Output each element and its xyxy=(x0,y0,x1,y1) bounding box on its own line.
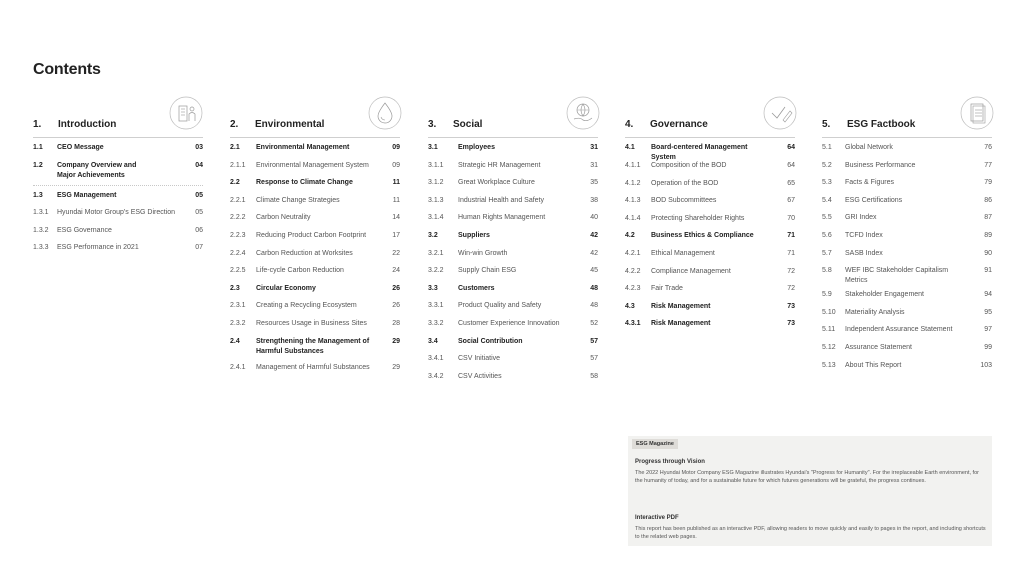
toc-entry[interactable]: 5.5 GRI Index 87 xyxy=(822,214,992,222)
toc-entry[interactable]: 4.2.2 Compliance Management 72 xyxy=(625,267,795,275)
toc-entry[interactable]: 3.1.1 Strategic HR Management 31 xyxy=(428,161,598,169)
toc-entry[interactable]: 2.2.5 Life-cycle Carbon Reduction 24 xyxy=(230,267,400,275)
divider xyxy=(428,137,598,138)
toc-entry[interactable]: 4.1.3 BOD Subcommittees 67 xyxy=(625,197,795,205)
divider xyxy=(33,185,203,186)
building-person-icon xyxy=(169,96,203,130)
toc-entry[interactable]: 2.3 Circular Economy 26 xyxy=(230,284,400,292)
toc-entry[interactable]: 2.1 Environmental Management 09 xyxy=(230,144,400,151)
checkmark-pen-icon xyxy=(763,96,797,130)
divider xyxy=(625,137,795,138)
toc-entry[interactable]: 4.1.1 Composition of the BOD 64 xyxy=(625,162,795,169)
toc-entry[interactable]: 3.4.1 CSV Initiative 57 xyxy=(428,355,598,363)
toc-entry[interactable]: 2.2.2 Carbon Neutrality 14 xyxy=(230,214,400,222)
toc-entry[interactable]: 3.1.4 Human Rights Management 40 xyxy=(428,214,598,222)
section-label: Social xyxy=(453,119,483,130)
section-heading[interactable] xyxy=(822,119,915,130)
toc-entry[interactable]: 4.2.3 Fair Trade 72 xyxy=(625,285,795,293)
page-title: Contents xyxy=(33,61,101,78)
toc-entry[interactable]: 5.8 WEF IBC Stakeholder Capitalism Metrics 91 xyxy=(822,267,992,285)
toc-entry[interactable]: 3.4 Social Contribution 57 xyxy=(428,337,598,345)
section-heading[interactable] xyxy=(33,119,116,130)
toc-entry[interactable]: 4.3 Risk Management 73 xyxy=(625,302,795,310)
toc-entry[interactable]: 2.3.2 Resources Usage in Business Sites 28 xyxy=(230,319,400,327)
toc-entry[interactable]: 5.1 Global Network 76 xyxy=(822,144,992,151)
note-body: The 2022 Hyundai Motor Company ESG Magazine illustrates Hyundai's "Progress for Humanity". For the irreplaceable Earth environment, for the humanity of today, and for a sustainable future for which futures generations will be grateful, the progress continues. xyxy=(635,470,979,484)
divider xyxy=(822,137,992,138)
toc-entry[interactable]: 5.12 Assurance Statement 99 xyxy=(822,343,992,351)
toc-entry[interactable]: 5.11 Independent Assurance Statement 97 xyxy=(822,326,992,334)
toc-entry[interactable]: 5.2 Business Performance 77 xyxy=(822,161,992,169)
toc-entry[interactable]: 5.7 SASB Index 90 xyxy=(822,249,992,257)
divider xyxy=(230,137,400,138)
toc-entry[interactable]: 5.13 About This Report 103 xyxy=(822,361,992,369)
toc-entry[interactable]: 3.1 Employees 31 xyxy=(428,144,598,151)
esg-magazine-note[interactable] xyxy=(635,458,987,485)
toc-entry[interactable]: 1.2 Company Overview and Major Achievements 04 xyxy=(33,161,203,179)
toc-entry[interactable]: 1.3.2 ESG Governance 06 xyxy=(33,226,203,234)
toc-entry[interactable]: 1.3 ESG Management 05 xyxy=(33,191,203,199)
toc-entry[interactable]: 3.3.2 Customer Experience Innovation 52 xyxy=(428,319,598,327)
toc-entry[interactable]: 4.2.1 Ethical Management 71 xyxy=(625,249,795,257)
toc-entry[interactable]: 2.3.1 Creating a Recycling Ecosystem 26 xyxy=(230,302,400,310)
toc-entry[interactable]: 2.1.1 Environmental Management System 09 xyxy=(230,161,400,169)
interactive-pdf-note[interactable] xyxy=(635,514,987,541)
toc-entry[interactable]: 5.3 Facts & Figures 79 xyxy=(822,179,992,187)
toc-entry[interactable]: 4.2 Business Ethics & Compliance 71 xyxy=(625,232,795,240)
toc-entry[interactable]: 2.2.3 Reducing Product Carbon Footprint 17 xyxy=(230,231,400,239)
section-heading[interactable] xyxy=(625,119,708,130)
toc-entry[interactable]: 1.1 CEO Message 03 xyxy=(33,144,203,151)
globe-hand-icon xyxy=(566,96,600,130)
section-number: 3. xyxy=(428,119,437,130)
toc-entry[interactable]: 3.1.2 Great Workplace Culture 35 xyxy=(428,179,598,187)
document-list-icon xyxy=(960,96,994,130)
note-heading: Interactive PDF xyxy=(635,515,679,521)
toc-entry[interactable]: 2.2.4 Carbon Reduction at Worksites 22 xyxy=(230,249,400,257)
toc-entry[interactable]: 2.2.1 Climate Change Strategies 11 xyxy=(230,196,400,204)
toc-entry[interactable]: 2.4 Strengthening the Management of Harmful Substances 29 xyxy=(230,337,400,355)
divider xyxy=(33,137,203,138)
toc-entry[interactable]: 5.4 ESG Certifications 86 xyxy=(822,196,992,204)
water-drop-icon xyxy=(368,96,402,130)
section-label: ESG Factbook xyxy=(847,119,916,130)
section-heading[interactable] xyxy=(230,119,324,130)
section-number: 1. xyxy=(33,119,42,130)
section-number: 5. xyxy=(822,119,831,130)
toc-entry[interactable]: 3.4.2 CSV Activities 58 xyxy=(428,372,598,380)
toc-entry[interactable]: 5.6 TCFD Index 89 xyxy=(822,231,992,239)
toc-entry[interactable]: 3.2.2 Supply Chain ESG 45 xyxy=(428,267,598,275)
toc-entry[interactable]: 4.1.2 Operation of the BOD 65 xyxy=(625,179,795,187)
toc-entry[interactable]: 2.4.1 Management of Harmful Substances 29 xyxy=(230,363,400,371)
section-heading[interactable] xyxy=(428,119,482,130)
toc-entry[interactable]: 1.3.3 ESG Performance in 2021 07 xyxy=(33,244,203,252)
toc-entry[interactable]: 5.10 Materiality Analysis 95 xyxy=(822,308,992,316)
toc-entry[interactable]: 4.1 Board-centered Management System 64 xyxy=(625,144,795,161)
toc-entry[interactable]: 3.3.1 Product Quality and Safety 48 xyxy=(428,302,598,310)
toc-entry[interactable]: 3.1.3 Industrial Health and Safety 38 xyxy=(428,196,598,204)
section-number: 4. xyxy=(625,119,634,130)
toc-entry[interactable]: 3.2.1 Win-win Growth 42 xyxy=(428,249,598,257)
toc-entry[interactable]: 1.3.1 Hyundai Motor Group's ESG Direction 05 xyxy=(33,209,203,217)
note-heading: Progress through Vision xyxy=(635,459,705,465)
toc-entry[interactable]: 2.2 Response to Climate Change 11 xyxy=(230,179,400,187)
toc-entry[interactable]: 4.3.1 Risk Management 73 xyxy=(625,320,795,328)
section-number: 2. xyxy=(230,119,239,130)
section-label: Environmental xyxy=(255,119,325,130)
note-body: This report has been published as an interactive PDF, allowing readers to move quickly and easily to pages in the report, and including shortcuts to the related web pages. xyxy=(635,526,986,540)
toc-entry[interactable]: 4.1.4 Protecting Shareholder Rights 70 xyxy=(625,214,795,222)
toc-entry[interactable]: 5.9 Stakeholder Engagement 94 xyxy=(822,291,992,299)
toc-entry[interactable]: 3.3 Customers 48 xyxy=(428,284,598,292)
section-label: Governance xyxy=(650,119,708,130)
toc-entry[interactable]: 3.2 Suppliers 42 xyxy=(428,231,598,239)
section-label: Introduction xyxy=(58,119,117,130)
esg-magazine-tag: ESG Magazine xyxy=(632,439,678,449)
